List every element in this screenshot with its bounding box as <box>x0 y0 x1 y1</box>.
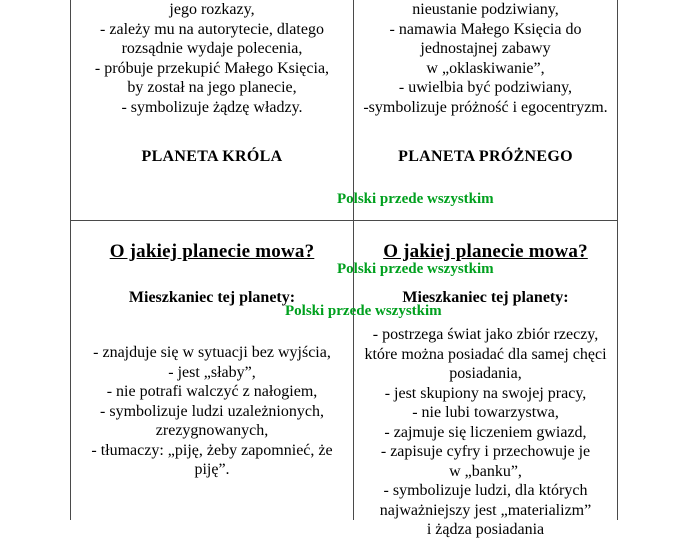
text-line: - zależy mu na autorytecie, dlatego <box>100 20 324 38</box>
planet-title-krola: PLANETA KRÓLA <box>141 148 283 165</box>
text-line: - znajduje się w sytuacji bez wyjścia, <box>93 344 331 361</box>
text-line: w „banku”, <box>449 462 522 480</box>
watermark-text: Polski przede wszystkim <box>285 303 442 319</box>
cell-planeta-pijaka <box>71 221 353 520</box>
text-line: - postrzega świat jako zbiór rzeczy, <box>372 326 599 343</box>
text-line: i żądza posiadania <box>426 521 545 538</box>
inhabitant-subheader: Mieszkaniec tej planety: <box>128 289 296 306</box>
text-line: jednostajnej zabawy <box>420 40 551 57</box>
text-line: - jest skupiony na swojej pracy, <box>384 384 587 402</box>
text-line: - symbolizuje żądzę władzy. <box>121 98 303 116</box>
text-line: - symbolizuje ludzi uzależnionych, <box>100 402 324 420</box>
table-border-right <box>617 0 618 520</box>
question-header: O jakiej planecie mowa? <box>109 241 315 262</box>
question-header: O jakiej planecie mowa? <box>383 241 588 262</box>
text-line: - zapisuje cyfry i przechowuje je <box>380 443 591 460</box>
text-line: - jest „słaby”, <box>168 363 256 381</box>
inhabitant-subheader: Mieszkaniec tej planety: <box>402 289 569 306</box>
text-line: rozsądnie wydaje polecenia, <box>121 40 303 57</box>
text-line: w „oklaskiwanie”, <box>426 59 545 77</box>
text-line: -symbolizuje próżność i egocentryzm. <box>363 98 608 116</box>
text-line: - symbolizuje ludzi, dla których <box>383 482 588 499</box>
text-line: - namawia Małego Księcia do <box>389 20 582 38</box>
cell-text-block <box>354 325 617 540</box>
text-line: nieustanie podziwiany, <box>412 1 559 18</box>
text-line: - próbuje przekupić Małego Księcia, <box>94 59 330 77</box>
text-line: piję”. <box>194 461 230 478</box>
cell-planeta-krola <box>71 0 353 219</box>
text-line: najważniejszy jest „materializm” <box>379 501 592 519</box>
text-line: - zajmuje się liczeniem gwiazd, <box>384 423 587 441</box>
text-line: zrezygnowanych, <box>155 422 269 439</box>
text-line: posiadania, <box>449 365 522 382</box>
watermark-text: Polski przede wszystkim <box>337 191 494 207</box>
text-line: by został na jego planecie, <box>127 79 297 96</box>
text-line: które można posiadać dla samej chęci <box>364 345 607 363</box>
cell-text-block <box>71 0 353 117</box>
text-line: - uwielbia być podziwiany, <box>398 79 573 96</box>
cell-text-block <box>71 343 353 480</box>
text-line: - tłumaczy: „piję, żeby zapomnieć, że <box>91 441 333 459</box>
text-line: - nie potrafi walczyć z nałogiem, <box>106 383 318 400</box>
cell-planeta-proznego <box>354 0 617 219</box>
watermark-text: Polski przede wszystkim <box>337 261 494 277</box>
planet-title-proznego: PLANETA PRÓŻNEGO <box>398 148 573 165</box>
cell-text-block <box>354 0 617 117</box>
text-line: - nie lubi towarzystwa, <box>412 404 559 421</box>
text-line: jego rozkazy, <box>169 1 255 18</box>
